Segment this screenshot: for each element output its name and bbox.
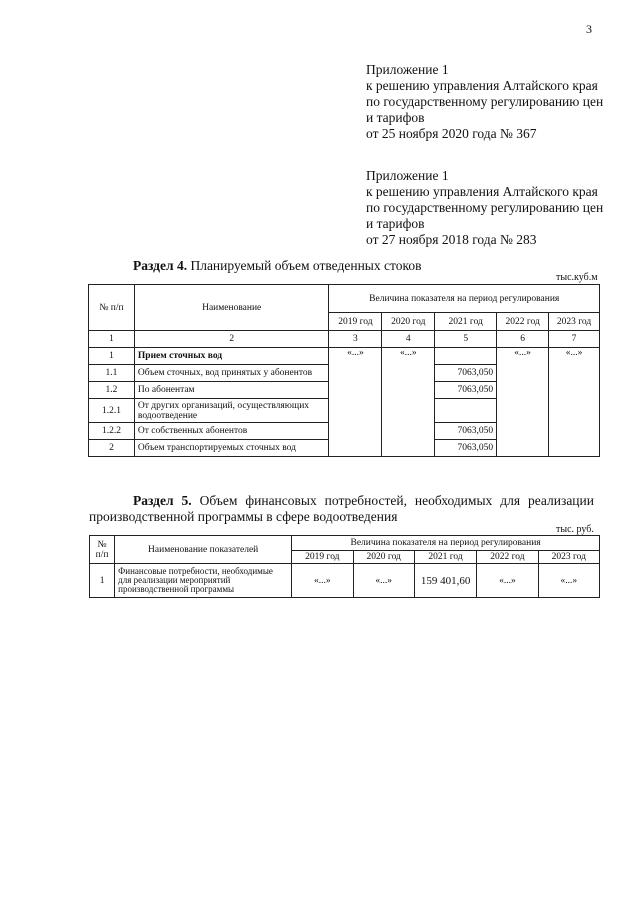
row-num: 2 — [89, 440, 135, 457]
header-num: № п/п — [90, 536, 115, 564]
section4-title-text: Планируемый объем отведенных стоков — [187, 258, 422, 273]
col-number: 3 — [329, 331, 382, 348]
row-num: 1.1 — [89, 365, 135, 382]
row-name: Объем сточных, вод принятых у абонентов — [134, 365, 329, 382]
appendix-line: Приложение 1 — [366, 62, 449, 77]
header-period: Величина показателя на период регулирования — [292, 536, 600, 551]
appendix-line: по государственному регулированию цен — [366, 200, 604, 215]
header-name: Наименование — [134, 285, 329, 331]
cell-2019: «...» — [329, 348, 382, 457]
row-name: По абонентам — [134, 382, 329, 399]
cell-2022: «...» — [477, 564, 538, 598]
header-year: 2023 год — [538, 551, 599, 564]
section5-title-bold: Раздел 5. — [133, 493, 192, 508]
table-row — [89, 348, 600, 365]
col-number: 7 — [549, 331, 600, 348]
col-number: 4 — [382, 331, 435, 348]
cell-2021 — [435, 348, 497, 365]
cell-2021: 159 401,60 — [414, 564, 476, 598]
cell-2021: 7063,050 — [435, 382, 497, 399]
section5-title-text: Объем финансовых потребностей, необходимых для реализации производственной программы в сфере водоотведения — [89, 493, 594, 524]
header-year: 2023 год — [549, 313, 600, 331]
row-num: 1 — [89, 348, 135, 365]
col-number: 6 — [497, 331, 549, 348]
appendix-line: и тарифов — [366, 216, 425, 231]
cell-2021: 7063,050 — [435, 365, 497, 382]
section4-unit: тыс.куб.м — [556, 272, 598, 283]
appendix-block-1 — [366, 62, 603, 142]
header-period: Величина показателя на период регулирования — [329, 285, 600, 313]
header-year: 2021 год — [414, 551, 476, 564]
cell-2021: 7063,050 — [435, 440, 497, 457]
header-year: 2020 год — [382, 313, 435, 331]
header-year: 2022 год — [477, 551, 538, 564]
section5-unit: тыс. руб. — [556, 524, 594, 535]
section4-title — [133, 258, 421, 274]
header-year: 2022 год — [497, 313, 549, 331]
col-number: 1 — [89, 331, 135, 348]
appendix-line: Приложение 1 — [366, 168, 449, 183]
header-year: 2019 год — [329, 313, 382, 331]
cell-2022: «...» — [497, 348, 549, 457]
row-num: 1.2 — [89, 382, 135, 399]
appendix-line: по государственному регулированию цен — [366, 94, 604, 109]
section4-title-bold: Раздел 4. — [133, 258, 188, 273]
row-name: От других организаций, осуществляющих водоотведение — [134, 399, 329, 423]
appendix-line: от 25 ноября 2020 года № 367 — [366, 126, 537, 141]
header-year: 2021 год — [435, 313, 497, 331]
col-number: 2 — [134, 331, 329, 348]
row-num: 1.2.1 — [89, 399, 135, 423]
header-year: 2020 год — [353, 551, 414, 564]
appendix-line: к решению управления Алтайского края — [366, 184, 598, 199]
table-row — [90, 564, 600, 598]
section5-table — [89, 535, 600, 598]
header-name: Наименование показателей — [115, 536, 292, 564]
appendix-line: от 27 ноября 2018 года № 283 — [366, 232, 537, 247]
cell-2021 — [435, 399, 497, 423]
appendix-line: к решению управления Алтайского края — [366, 78, 598, 93]
section4-table — [88, 284, 600, 457]
cell-2021: 7063,050 — [435, 423, 497, 440]
row-num: 1 — [90, 564, 115, 598]
appendix-line: и тарифов — [366, 110, 425, 125]
row-name: Финансовые потребности, необходимые для реализации мероприятий производственной программы — [115, 564, 292, 598]
page-number: 3 — [586, 22, 592, 36]
cell-2023: «...» — [549, 348, 600, 457]
row-name: От собственных абонентов — [134, 423, 329, 440]
cell-2020: «...» — [353, 564, 414, 598]
header-num: № п/п — [89, 285, 135, 331]
row-num: 1.2.2 — [89, 423, 135, 440]
cell-2019: «...» — [292, 564, 353, 598]
section5-title — [89, 493, 594, 525]
appendix-block-2 — [366, 168, 603, 248]
cell-2020: «...» — [382, 348, 435, 457]
row-name: Объем транспортируемых сточных вод — [134, 440, 329, 457]
col-number: 5 — [435, 331, 497, 348]
row-name: Прием сточных вод — [134, 348, 329, 365]
header-year: 2019 год — [292, 551, 353, 564]
cell-2023: «...» — [538, 564, 599, 598]
